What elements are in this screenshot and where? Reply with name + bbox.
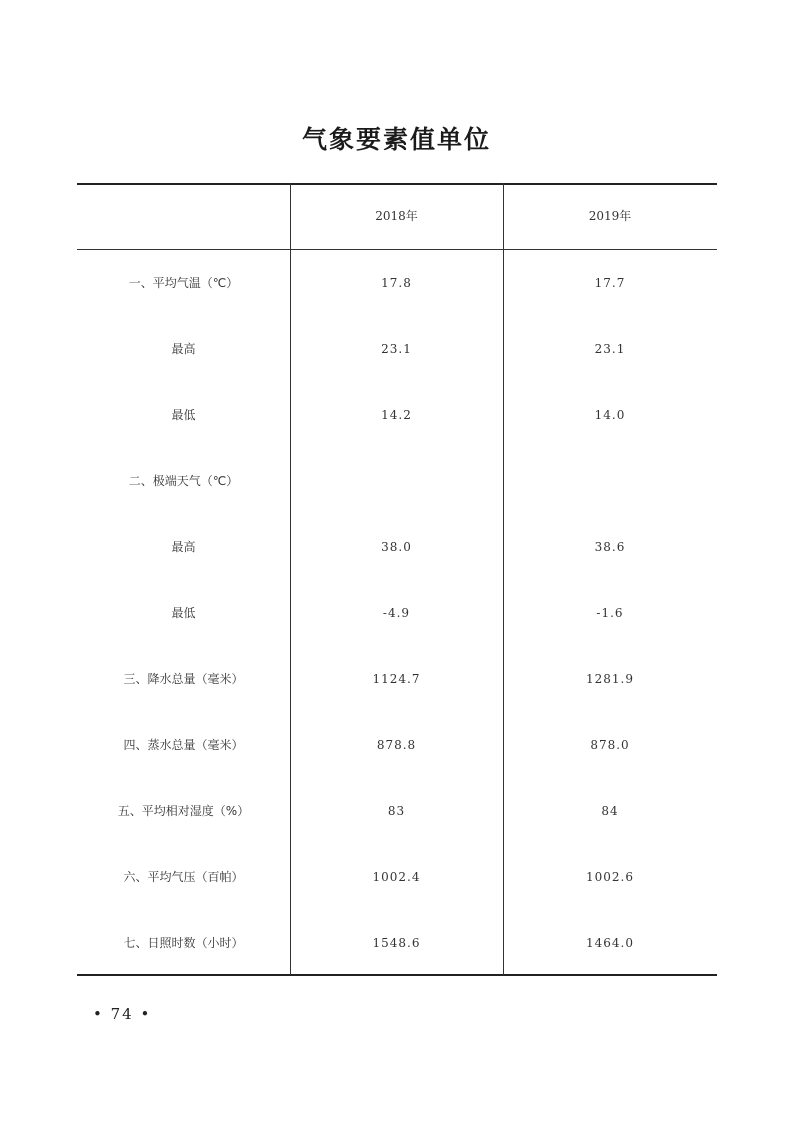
weather-data-table: [77, 183, 717, 976]
row-label: 七、日照时数（小时）: [123, 936, 244, 950]
page-number: • 74 •: [93, 1005, 152, 1023]
table-row: [77, 844, 717, 910]
row-label: 四、蒸水总量（毫米）: [123, 738, 244, 752]
value-2018: 83: [387, 804, 406, 818]
table-row: [77, 910, 717, 976]
table-body: [77, 250, 717, 976]
table-row: [77, 580, 717, 646]
row-label: 五、平均相对湿度（%）: [117, 804, 250, 818]
value-2019: 1002.6: [586, 870, 634, 884]
table-row: [77, 316, 717, 382]
value-2019: 17.7: [594, 276, 626, 290]
row-label: 三、降水总量（毫米）: [123, 672, 244, 686]
table-row: [77, 250, 717, 316]
value-2018: 878.8: [376, 738, 417, 752]
value-2018: 23.1: [381, 342, 412, 356]
row-label: 最低: [171, 606, 196, 620]
value-2019: [503, 448, 717, 514]
row-label: 六、平均气压（百帕）: [123, 870, 244, 884]
table-row: [77, 778, 717, 844]
column-header-2019: 2019年: [588, 209, 632, 223]
value-2018: 14.2: [381, 408, 412, 422]
value-2018: -4.9: [382, 606, 411, 620]
value-2018: 1124.7: [372, 672, 421, 686]
table-row: [77, 646, 717, 712]
table-row: [77, 514, 717, 580]
row-label: 最低: [171, 408, 196, 422]
value-2018: 1548.6: [372, 936, 421, 950]
column-header-2018: 2018年: [375, 209, 418, 223]
value-2019: 38.6: [594, 540, 626, 554]
table-row: [77, 712, 717, 778]
table-row: [77, 382, 717, 448]
value-2019: 84: [601, 804, 619, 818]
value-2019: 23.1: [594, 342, 626, 356]
row-label: 一、平均气温（℃）: [128, 276, 239, 290]
value-2019: 14.0: [594, 408, 626, 422]
row-label: 最高: [171, 342, 196, 356]
row-label: 二、极端天气（℃）: [128, 474, 239, 488]
value-2019: 878.0: [590, 738, 630, 752]
value-2018: 1002.4: [372, 870, 421, 884]
value-2018: 17.8: [381, 276, 412, 290]
value-2019: 1281.9: [586, 672, 634, 686]
value-2018: [290, 448, 503, 514]
value-2019: -1.6: [596, 606, 624, 620]
table-row: [77, 448, 717, 514]
value-2018: 38.0: [381, 540, 412, 554]
page-title: 气象要素值单位: [301, 125, 491, 154]
row-label: 最高: [171, 540, 196, 554]
value-2019: 1464.0: [586, 936, 634, 950]
